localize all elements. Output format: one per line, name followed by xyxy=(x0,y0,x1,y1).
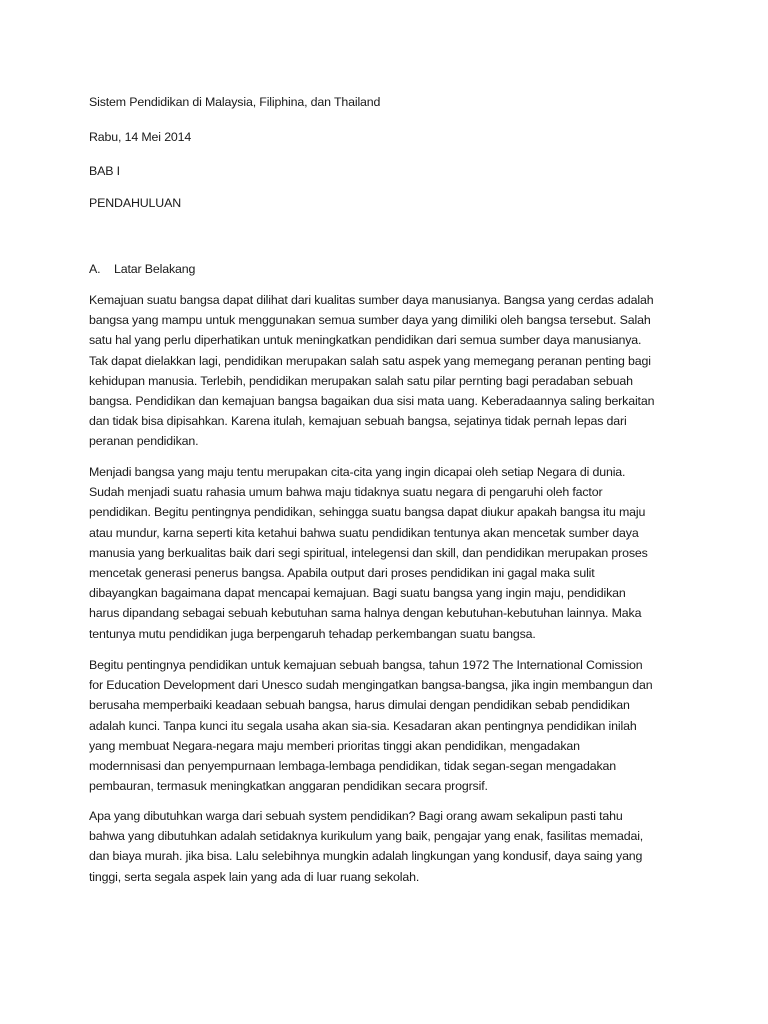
document-title: Sistem Pendidikan di Malaysia, Filiphina, dan Thailand xyxy=(89,95,381,109)
paragraph-line: bahwa yang dibutuhkan adalah setidaknya kurikulum yang baik, pengajar yang enak, fasilitas memadai, xyxy=(89,829,644,844)
paragraph-1 xyxy=(89,290,679,452)
paragraph-line: Begitu pentingnya pendidikan untuk kemajuan sebuah bangsa, tahun 1972 The International Comission xyxy=(89,658,643,672)
section-heading xyxy=(89,259,195,279)
paragraph-line: berusaha memperbaiki keadaan sebuah bangsa, harus dimulai dengan pendidikan sebab pendidikan xyxy=(89,698,630,713)
paragraph-line: harus dipandang sebagai sebuah kebutuhan sama halnya dengan kebutuhan-kebutuhan lainnya. Maka xyxy=(89,606,642,621)
paragraph-2 xyxy=(89,462,679,644)
paragraph-line: Sudah menjadi suatu rahasia umum bahwa maju tidaknya suatu negara di pengaruhi oleh factor xyxy=(89,485,603,500)
chapter-title: PENDAHULUAN xyxy=(89,196,181,210)
paragraph-line: dibayangkan bagaimana dapat mencapai kemajuan. Bagi suatu bangsa yang ingin maju, pendidikan xyxy=(89,586,626,601)
paragraph-line: satu hal yang perlu diperhatikan untuk meningkatkan pendidikan dari semua sumber daya manusianya. xyxy=(89,333,642,348)
paragraph-line: Tak dapat dielakkan lagi, pendidikan merupakan salah satu aspek yang memegang peranan penting bagi xyxy=(89,353,651,368)
paragraph-line: modernnisasi dan penyempurnaan lembaga-lembaga pendidikan, tidak segan-segan mengadakan xyxy=(89,758,616,773)
paragraph-line: yang membuat Negara-negara maju memberi prioritas tinggi akan pendidikan, mengadakan xyxy=(89,738,580,753)
chapter-number: BAB I xyxy=(89,164,120,178)
paragraph-3 xyxy=(89,655,679,796)
paragraph-line: pendidikan. Begitu pentingnya pendidikan, sehingga suatu bangsa dapat diukur apakah bangsa itu maju xyxy=(89,505,646,520)
paragraph-line: mencetak generasi penerus bangsa. Apabila output dari proses pendidikan ini gagal maka sulit xyxy=(89,565,595,580)
paragraph-line: peranan pendidikan. xyxy=(89,434,199,449)
paragraph-line: dan tidak bisa dipisahkan. Karena itulah, kemajuan sebuah bangsa, sejatinya tidak pernah lepas dari xyxy=(89,414,627,429)
document-date: Rabu, 14 Mei 2014 xyxy=(89,130,192,144)
paragraph-line: bangsa yang mampu untuk menggunakan semua sumber daya yang dimiliki oleh bangsa tersebut. Salah xyxy=(89,313,651,328)
section-marker: A. xyxy=(89,262,101,276)
paragraph-line: for Education Development dari Unesco sudah mengingatkan bangsa-bangsa, jika ingin membangun dan xyxy=(89,678,653,693)
section-title: Latar Belakang xyxy=(114,262,196,276)
paragraph-line: pembauran, termasuk meningkatkan anggaran pendidikan secara progrsif. xyxy=(89,779,488,794)
paragraph-line: adalah kunci. Tanpa kunci itu segala usaha akan sia-sia. Kesadaran akan pentingnya pendidikan inilah xyxy=(89,718,637,733)
paragraph-line: Menjadi bangsa yang maju tentu merupakan cita-cita yang ingin dicapai oleh setiap Negara di dunia. xyxy=(89,465,626,479)
paragraph-line: dan biaya murah. jika bisa. Lalu selebihnya mungkin adalah lingkungan yang kondusif, daya saing yang xyxy=(89,849,643,864)
paragraph-line: bangsa. Pendidikan dan kemajuan bangsa bagaikan dua sisi mata uang. Keberadaannya saling berkaitan xyxy=(89,393,655,408)
paragraph-line: Kemajuan suatu bangsa dapat dilihat dari kualitas sumber daya manusianya. Bangsa yang cerdas adalah xyxy=(89,293,654,307)
paragraph-line: Apa yang dibutuhkan warga dari sebuah system pendidikan? Bagi orang awam sekalipun pasti tahu xyxy=(89,809,623,823)
paragraph-line: atau mundur, karna seperti kita ketahui bahwa suatu pendidikan tentunya akan mencetak sumber daya xyxy=(89,525,639,540)
paragraph-line: kehidupan manusia. Terlebih, pendidikan merupakan salah satu pilar pernting bagi peradaban sebuah xyxy=(89,373,633,388)
paragraph-line: tentunya mutu pendidikan juga berpengaruh tehadap perkembangan suatu bangsa. xyxy=(89,626,536,641)
paragraph-4 xyxy=(89,806,679,887)
paragraph-line: tinggi, serta segala aspek lain yang ada di luar ruang sekolah. xyxy=(89,869,420,884)
paragraph-line: manusia yang berkualitas baik dari segi spiritual, intelegensi dan skill, dan pendidikan merupakan proses xyxy=(89,545,648,560)
